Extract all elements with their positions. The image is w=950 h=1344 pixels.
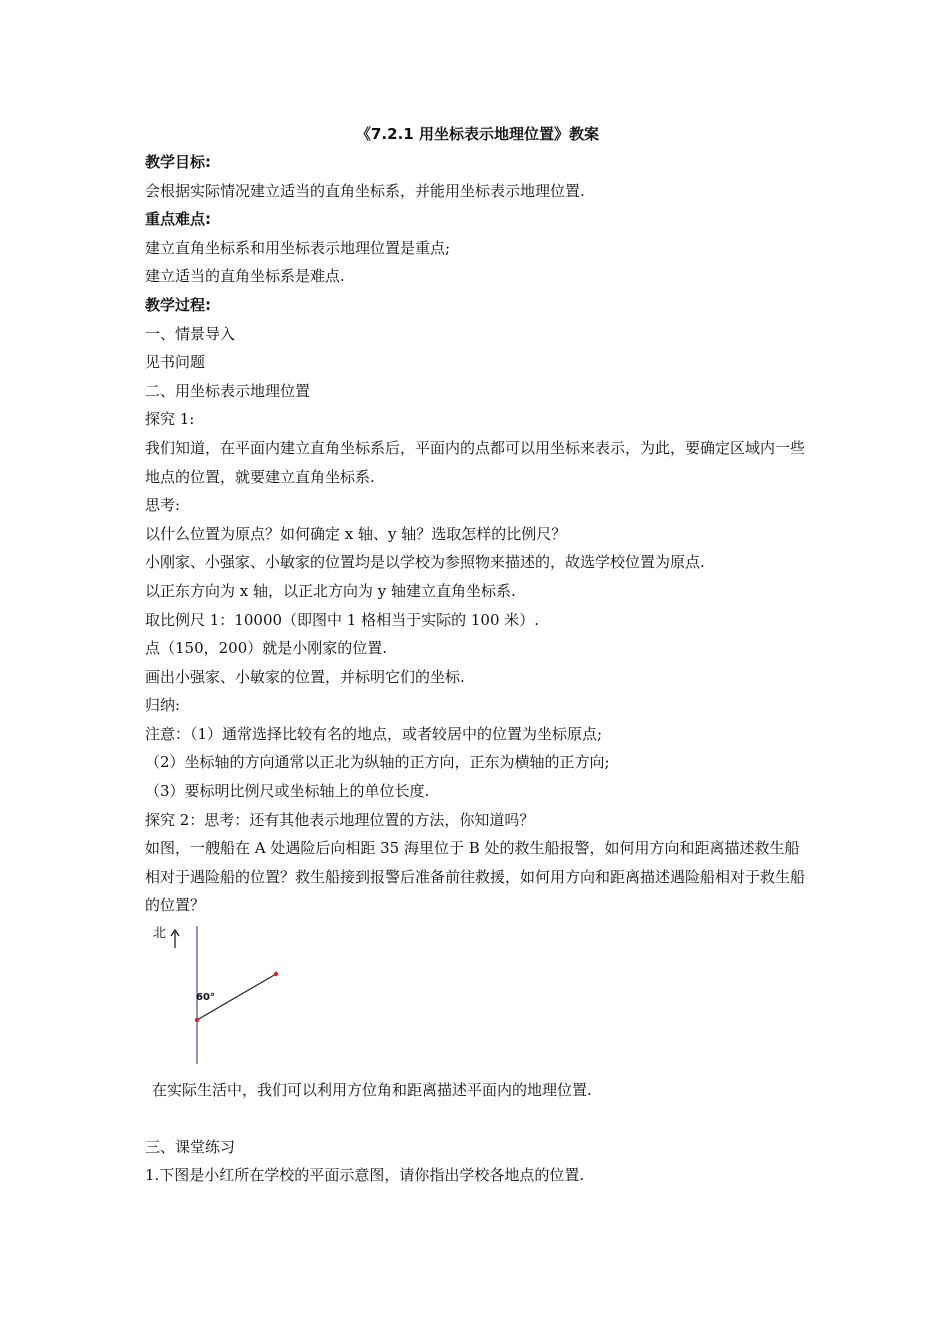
key-points-text-2: 建立适当的直角坐标系是难点. — [145, 267, 345, 286]
document-title: 《7.2.1 用坐标表示地理位置》教案 — [356, 125, 599, 143]
paragraph: 小刚家、小强家、小敏家的位置均是以学校为参照物来描述的，故选学校位置为原点. — [145, 553, 705, 572]
paragraph: 画出小强家、小敏家的位置，并标明它们的坐标. — [145, 667, 465, 686]
goals-heading: 教学目标: — [145, 153, 211, 171]
note-2: （2）坐标轴的方向通常以正北为纵轴的正方向，正东为横轴的正方向; — [145, 753, 610, 772]
bearing-diagram — [145, 926, 445, 1076]
paragraph: 如图，一艘船在 A 处遇险后向相距 35 海里位于 B 处的救生船报警，如何用方向和距离描述救生船相对于遇险船的位置？救生船接到报警后准备前往救援，如何用方向和距离描述遇险船相对于救生船的位置？ — [145, 839, 806, 915]
section-intro-heading: 一、情景导入 — [145, 324, 236, 343]
paragraph: 以正东方向为 x 轴，以正北方向为 y 轴建立直角坐标系. — [145, 581, 516, 600]
paragraph: 见书问题 — [145, 353, 206, 372]
explore-1-label: 探究 1: — [145, 410, 195, 429]
north-label: 北 — [153, 926, 167, 942]
summary-label: 归纳: — [145, 696, 181, 715]
document-page — [145, 120, 810, 1190]
paragraph: 在实际生活中，我们可以利用方位角和距离描述平面内的地理位置. — [152, 1081, 592, 1100]
paragraph: 点（150，200）就是小刚家的位置. — [145, 639, 388, 658]
point-a — [195, 1018, 199, 1022]
point-b — [274, 972, 278, 976]
key-points-text-1: 建立直角坐标系和用坐标表示地理位置是重点; — [145, 238, 451, 257]
paragraph: 以什么位置为原点？如何确定 x 轴、y 轴？选取怎样的比例尺？ — [145, 524, 567, 543]
exercise-1: 1.下图是小红所在学校的平面示意图，请你指出学校各地点的位置. — [145, 1166, 585, 1185]
note-1: 注意：（1）通常选择比较有名的地点，或者较居中的位置为坐标原点; — [145, 724, 603, 743]
process-heading: 教学过程: — [145, 295, 211, 314]
section-practice-heading: 三、课堂练习 — [145, 1137, 236, 1156]
key-points-heading: 重点难点: — [145, 210, 211, 229]
note-3: （3）要标明比例尺或坐标轴上的单位长度. — [145, 782, 430, 801]
think-label: 思考: — [145, 496, 181, 515]
section-coordinates-heading: 二、用坐标表示地理位置 — [145, 381, 311, 400]
paragraph: 取比例尺 1：10000（即图中 1 格相当于实际的 100 米）. — [145, 610, 540, 629]
goals-text: 会根据实际情况建立适当的直角坐标系，并能用坐标表示地理位置. — [145, 181, 585, 200]
explore-2-label: 探究 2：思考：还有其他表示地理位置的方法，你知道吗？ — [145, 810, 535, 829]
angle-label: 60° — [196, 992, 215, 1004]
paragraph: 我们知道，在平面内建立直角坐标系后，平面内的点都可以用坐标来表示，为此，要确定区域内一些地点的位置，就要建立直角坐标系. — [145, 438, 806, 486]
bearing-figure — [145, 926, 810, 1076]
